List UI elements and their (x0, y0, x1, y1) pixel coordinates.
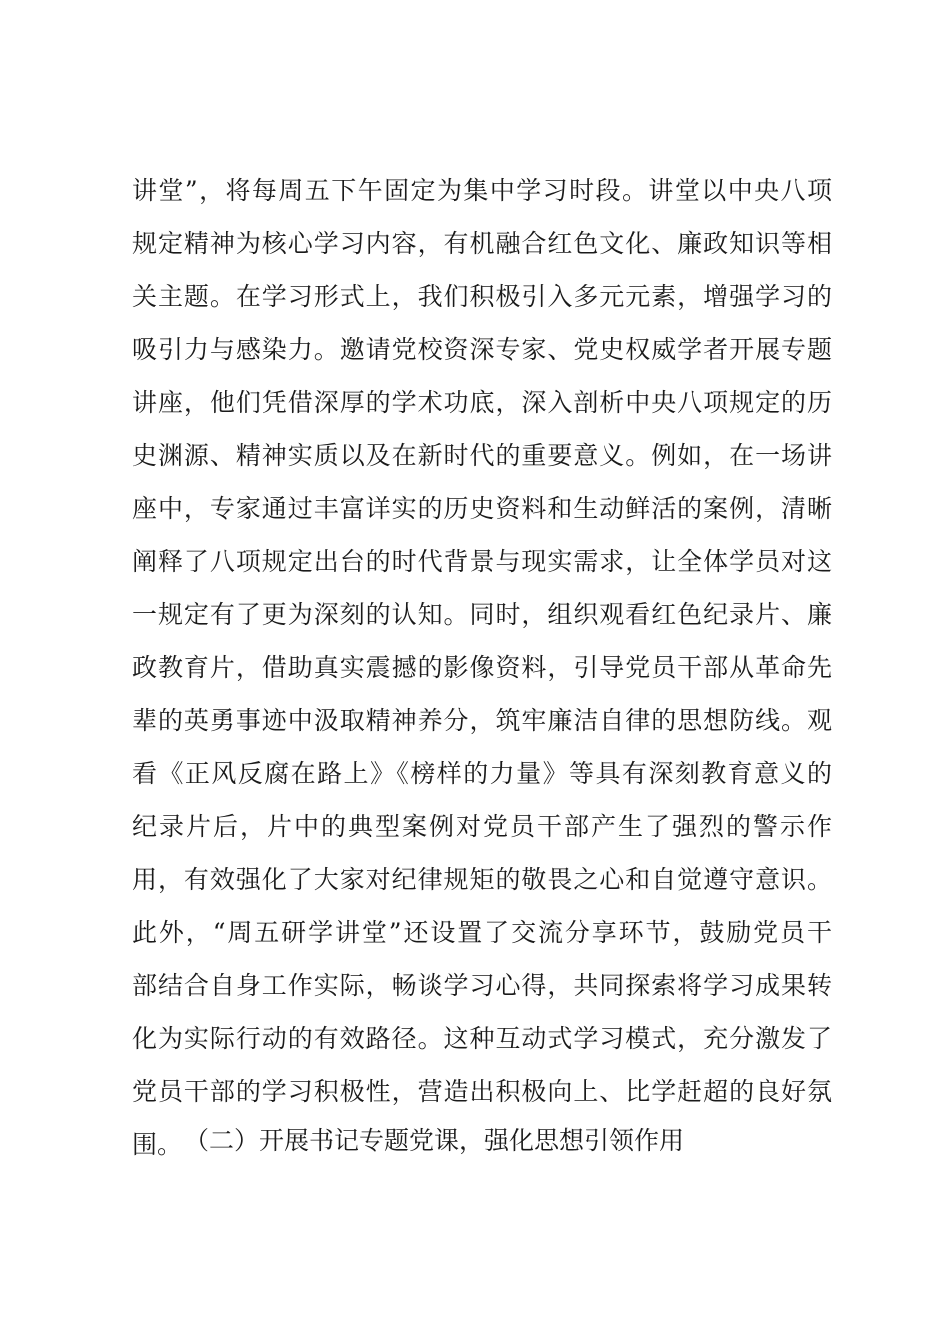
paragraph-line: 关主题。在学习形式上，我们积极引入多元元素，增强学习的 (132, 282, 832, 311)
paragraph-line: 围。 (132, 1130, 183, 1159)
paragraph-line: 史渊源、精神实质以及在新时代的重要意义。例如，在一场讲 (132, 441, 832, 470)
paragraph-line: 讲堂”，将每周五下午固定为集中学习时段。讲堂以中央八项 (132, 176, 832, 205)
paragraph-line: 此外，“周五研学讲堂”还设置了交流分享环节，鼓励党员干 (132, 918, 832, 947)
paragraph-line: 化为实际行动的有效路径。这种互动式学习模式，充分激发了 (132, 1024, 832, 1053)
paragraph-line: 吸引力与感染力。邀请党校资深专家、党史权威学者开展专题 (132, 335, 832, 364)
section-heading: （二）开展书记专题党课，强化思想引领作用 (184, 1126, 685, 1155)
paragraph-line: 看《正风反腐在路上》《榜样的力量》等具有深刻教育意义的 (132, 759, 832, 788)
paragraph-line: 座中，专家通过丰富详实的历史资料和生动鲜活的案例，清晰 (132, 494, 832, 523)
body-paragraph (132, 164, 832, 1171)
paragraph-line: 党员干部的学习积极性，营造出积极向上、比学赶超的良好氛 (132, 1077, 832, 1106)
paragraph-line: 辈的英勇事迹中汲取精神养分，筑牢廉洁自律的思想防线。观 (132, 706, 832, 735)
paragraph-line: 政教育片，借助真实震撼的影像资料，引导党员干部从革命先 (132, 653, 832, 682)
paragraph-line: 部结合自身工作实际，畅谈学习心得，共同探索将学习成果转 (132, 971, 832, 1000)
paragraph-line: 讲座，他们凭借深厚的学术功底，深入剖析中央八项规定的历 (132, 388, 832, 417)
paragraph-line: 阐释了八项规定出台的时代背景与现实需求，让全体学员对这 (132, 547, 832, 576)
paragraph-line: 用，有效强化了大家对纪律规矩的敬畏之心和自觉遵守意识。 (132, 865, 832, 894)
paragraph-line: 纪录片后，片中的典型案例对党员干部产生了强烈的警示作 (132, 812, 832, 841)
paragraph-line: 规定精神为核心学习内容，有机融合红色文化、廉政知识等相 (132, 229, 832, 258)
paragraph-line: 一规定有了更为深刻的认知。同时，组织观看红色纪录片、廉 (132, 600, 832, 629)
